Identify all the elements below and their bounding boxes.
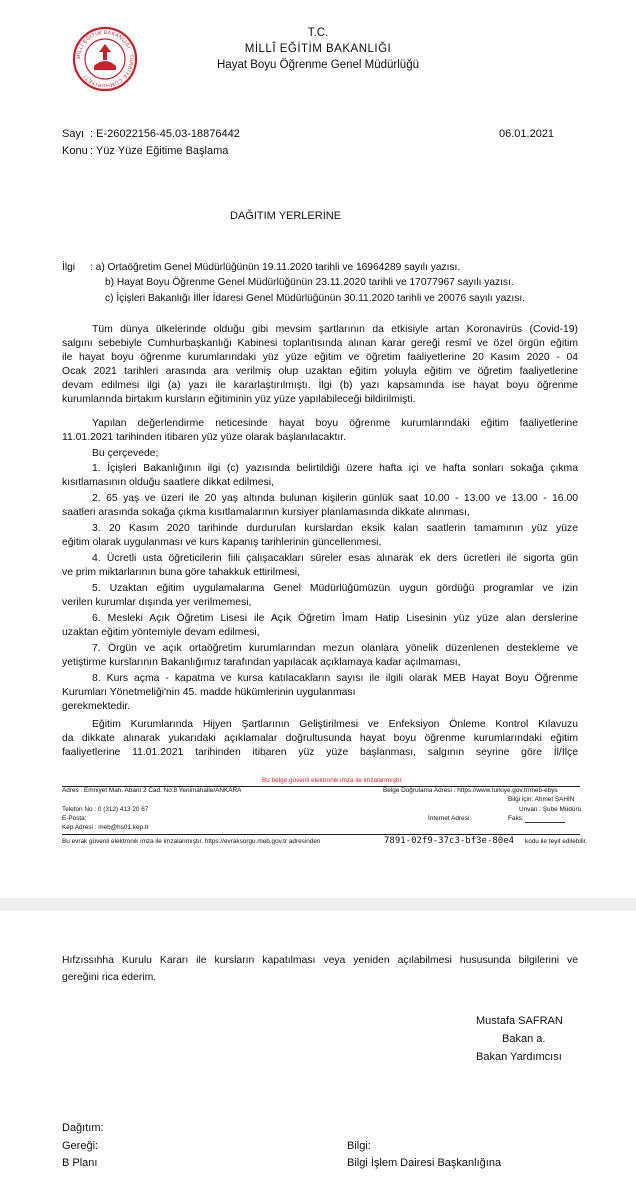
footer-fax: Faks: (508, 815, 524, 822)
continuation-paragraph (62, 954, 578, 985)
list-item-line: uzaktan eğitim yöntemiyle devam edilmesi, (62, 627, 260, 638)
konu-label: Konu (62, 145, 88, 157)
body-line: faaliyetlerine 11.01.2021 tarihinden itibaren yüz yüze başlanması, salgının seyrine göre İl/İlçe (62, 747, 578, 758)
bilgi-value: Bilgi İşlem Dairesi Başkanlığına (347, 1157, 502, 1169)
header-directorate: Hayat Boyu Öğrenme Genel Müdürlüğü (217, 59, 419, 71)
list-item-line: yetiştirme kurslarının Bakanlığımız tarafından yapılacak açıklamaya kadar açılmaması, (62, 657, 461, 668)
body-line: Ocak 2021 tarihleri arasında ara verilmiş olup uzaktan eğitim yoluyla eğitim ve öğretim faaliyetlerine (62, 366, 578, 377)
verify-code-note: kodu ile teyit edilebilir. (525, 838, 588, 845)
signer-title: Bakan Yardımcısı (476, 1051, 562, 1063)
ilgi-label: İlgi (62, 262, 76, 273)
list-item-line: 4. Ücretli usta öğreticilerin fiili çalışacakları süreler esas alınarak ek ders ücretleri ile sigorta gün (92, 553, 578, 564)
body-paragraph-1 (62, 323, 578, 407)
list-item-line: verilen kurumlar dışında yer verilmemesi, (62, 597, 252, 608)
list-item-line: eğitim olarak uygulanması ve kurs kapanış tarihlerinin güncellenmesi, (62, 537, 382, 548)
body-paragraph-2 (62, 417, 578, 445)
body-line: 11.01.2021 tarihinden itibaren yüz yüze olarak başlanılacaktır. (62, 432, 346, 443)
list-item-line: Kurumları Yönetmeliği'nin 45. madde hükümlerinin uygulanması (62, 687, 356, 698)
body-line: ile hayat boyu öğrenme kurumlarındaki yüz yüze eğitim ve öğretim faaliyetlerine 20 Kasım 2020 - 04 (62, 352, 578, 363)
list-item-line: 3. 20 Kasım 2020 tarihinde durdurulan kurslardan eksik kalan saatlerin tamamının yüz yüze (92, 523, 578, 534)
body-line: Tüm dünya ülkelerinde olduğu gibi mevsim şartlarının da etkisiyle artan Koronavirüs (Covid-19) (92, 324, 578, 335)
footer-verify-address: Belge Doğrulama Adresi : https://www.turkiye.gov.tr/meb-ebys (383, 787, 558, 794)
list-item-line: ve prim miktarlarının buna göre tahakkuk ettirilmesi, (62, 567, 300, 578)
body-line: Hıfzıssıhha Kurulu Kararı ile kursların kapatılması veya yeniden açılabilmesi hususunda bilgilerini ve (62, 955, 578, 966)
footer-title: Unvan : Şube Müdürü (519, 806, 582, 813)
body-line: devam edilmesi ilgi (a) yazı ile kararlaştırılmıştı. İlgi (b) yazı kapsamında ise hayat boyu öğrenme (62, 380, 578, 391)
signer-on-behalf: Bakan a. (502, 1033, 546, 1045)
list-item-line: 2. 65 yaş ve üzeri ile 20 yaş altında bulunan kişilerin günlük saat 10.00 - 13.00 ve 13.00 - 16.00 (92, 493, 578, 504)
footer-kep: Kep Adresi : meb@hs01.kep.tr (62, 824, 149, 831)
footer-info-contact: Bilgi için: Ahmet ŞAHİN (508, 796, 575, 803)
header-state: T.C. (307, 27, 329, 39)
document-date: 06.01.2021 (499, 128, 555, 140)
header-ministry: MİLLÎ EĞİTİM BAKANLIĞI (244, 43, 392, 55)
footer-phone: Telefon No : 0 (312) 413 20 67 (62, 806, 149, 813)
body-line: salgını sebebiyle Cumhurbaşkanlığı Kabinesi toplantısında alınan karar gereği resmî ve özel örgün eğitim (62, 338, 578, 349)
verify-note: Bu evrak güvenli elektronik imza ile imzalanmıştır. https://evraksorgu.meb.gov.tr adresinden (62, 838, 321, 845)
footer-email: E-Posta: (62, 815, 87, 822)
list-item-line: kısıtlamasının olduğu saatlere dikkat edilmesi, (62, 477, 274, 488)
geregi-label: Gereği: (62, 1140, 99, 1152)
body-line: Yapılan değerlendirme neticesinde hayat boyu öğrenme kurumlarındaki eğitim faaliyetlerine (92, 418, 578, 429)
footer-web: İnternet Adresi: (428, 815, 471, 822)
fax-underline (525, 822, 565, 823)
body-paragraph-4 (62, 718, 578, 760)
seal-lettering: MİLLÎ EĞİTİM BAKANLIĞI · TÜRKİYE CUMHURİYETİ (75, 29, 135, 89)
ilgi-c: c) İçişleri Bakanlığı İller İdaresi Genel Müdürlüğünün 30.11.2020 tarihli ve 20076 sayılı yazısı. (105, 293, 525, 304)
sayi-value: : E-26022156-45.03-18876442 (90, 128, 240, 140)
footer-address: Adres : Emniyet Mah. Abant 2 Cad. No:8 Yenimahalle/ANKARA (62, 787, 242, 794)
geregi-value: B Planı (62, 1157, 98, 1169)
list-item-line: 8. Kurs açma - kapatma ve kursa katılacakların sayısı ile ilgili olarak MEB Hayat Boyu Öğrenme (92, 673, 578, 684)
body-line: kurumlarında birtakım kursların eğitiminin yüz yüze yapılabileceği bildirilmişti. (62, 394, 416, 405)
distribution-label: Dağıtım: (62, 1122, 104, 1134)
body-line: Bu çerçevede; (92, 448, 159, 459)
ilgi-b: b) Hayat Boyu Öğrenme Genel Müdürlüğünün 23.11.2020 tarihli ve 17077967 sayılı yazısı. (105, 277, 514, 288)
addressee: DAĞITIM YERLERİNE (230, 210, 342, 222)
body-line: Eğitim Kurumlarında Hijyen Şartlarının Geliştirilmesi ve Enfeksiyon Önleme Kontrol Kılavuzu (92, 719, 578, 730)
list-item-line: 6. Mesleki Açık Öğretim Lisesi ile Açık Öğretim İmam Hatip Lisesinin yüz yüze alan derslerine (92, 613, 578, 624)
list-item-line: 7. Örgün ve açık ortaöğretim kurumlarından mezun olanlara yönelik düzenlenen destekleme ve (92, 643, 578, 654)
konu-value: : Yüz Yüze Eğitime Başlama (90, 145, 229, 157)
list-item-line: gerekmektedir. (62, 701, 131, 712)
body-line: da dikkate alınarak yukarıdaki açıklamalar doğrultusunda hayat boyu öğrenme kurumlarındaki eğitim (62, 733, 578, 744)
e-signature-notice: Bu belge güvenli elektronik imza ile imzalanmıştır. (262, 777, 404, 784)
sayi-label: Sayı (62, 128, 85, 140)
verification-code: 7891-02f9-37c3-bf3e-80e4 (384, 836, 515, 846)
bilgi-label: Bilgi: (347, 1140, 371, 1152)
body-line: gereğini rica ederim. (62, 972, 157, 983)
footer-divider-2 (62, 834, 580, 835)
ilgi-a: : a) Ortaöğretim Genel Müdürlüğünün 19.11.2020 tarihli ve 16964289 sayılı yazısı. (90, 262, 461, 273)
body-paragraph-3 (92, 447, 158, 461)
document-page-2 (0, 911, 636, 1200)
list-item-line: 5. Uzaktan eğitim uygulamalarına Genel Müdürlüğümüzün uygun gördüğü programlar ve izin (92, 583, 578, 594)
list-item-line: 1. İçişleri Bakanlığının ilgi (c) yazısında belirtildiği üzere hafta içi ve hafta sonları sokağa çıkma (92, 463, 578, 474)
signer-name: Mustafa SAFRAN (476, 1015, 563, 1027)
list-item-line: saatleri arasında sokağa çıkma kısıtlamalarının kursiyer planlamasında dikkate alınması, (62, 507, 470, 518)
instruction-list (62, 462, 578, 714)
